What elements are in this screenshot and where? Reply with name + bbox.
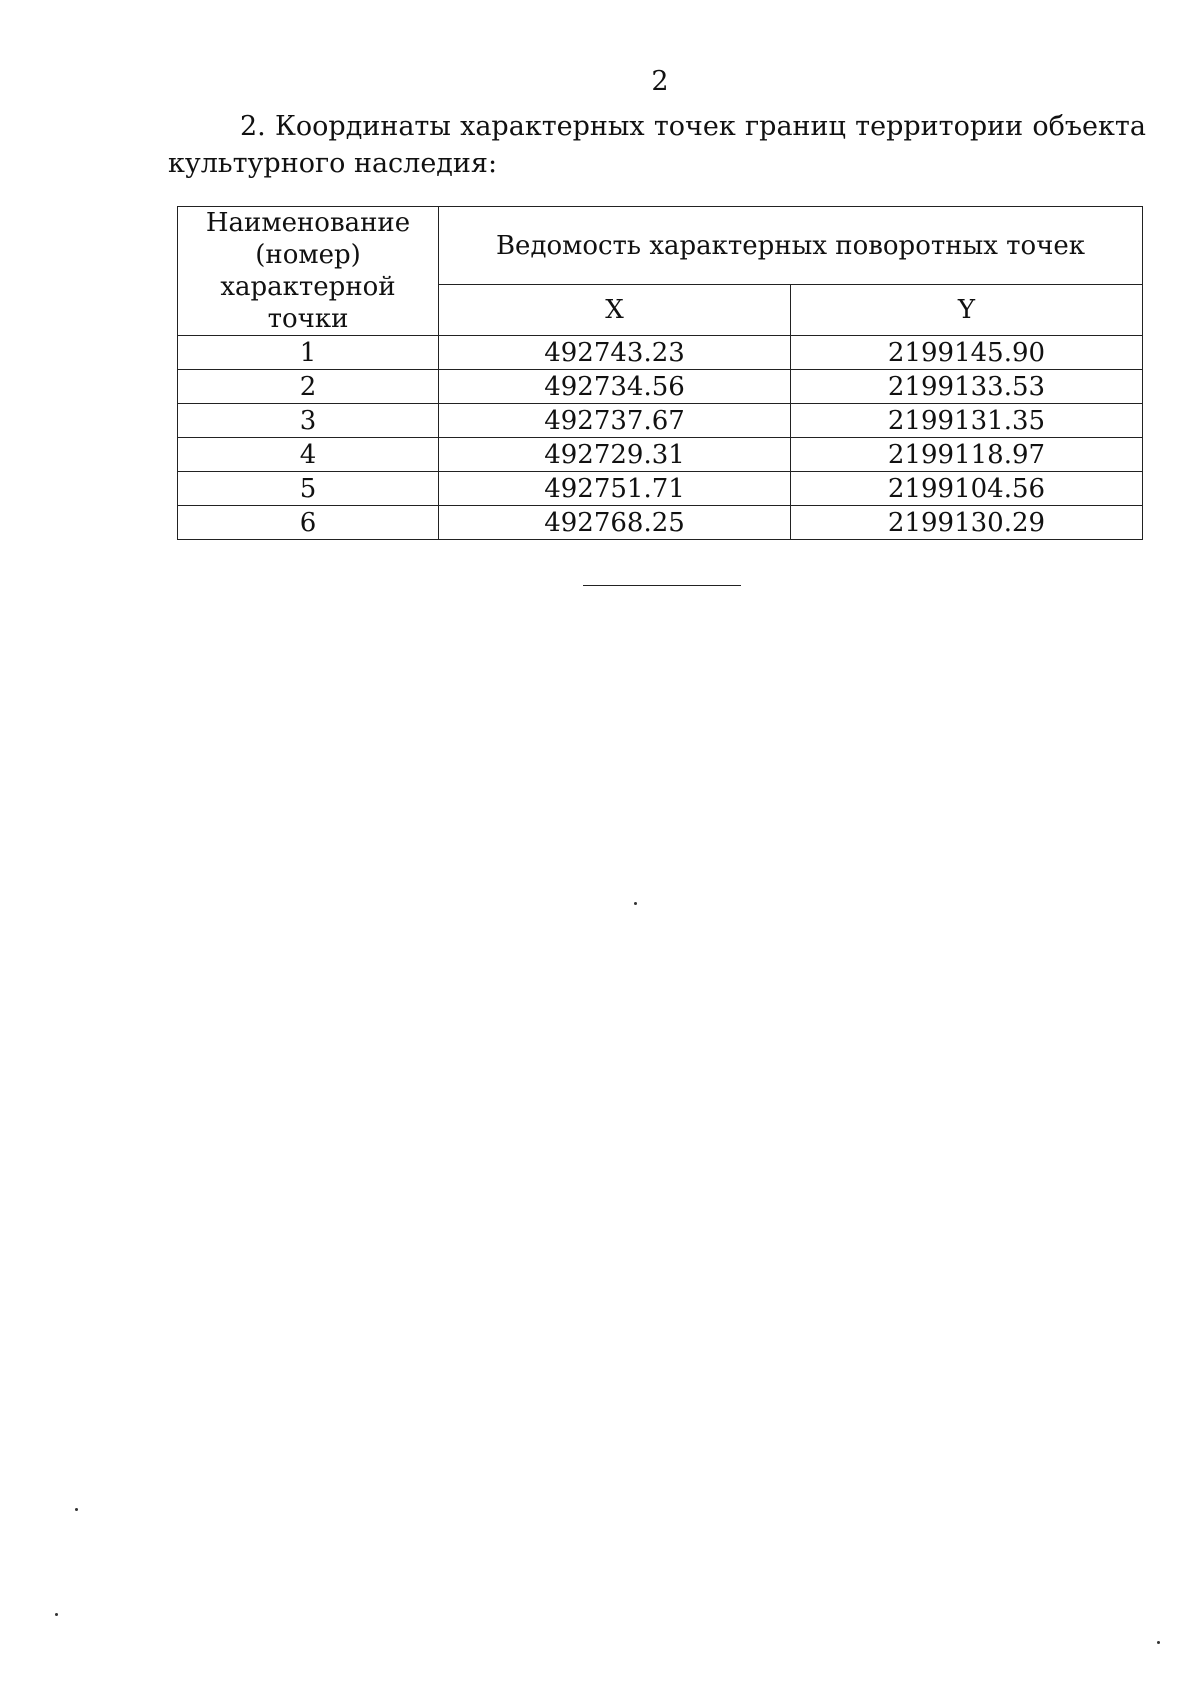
cell-y: 2199133.53 [791,370,1143,404]
table-row [178,370,1143,404]
cell-point-number: 3 [178,404,439,438]
page-number: 2 [651,66,669,97]
cell-point-number: 4 [178,438,439,472]
closing-divider-line [583,585,741,586]
cell-y: 2199131.35 [791,404,1143,438]
paragraph-word: Координаты [275,111,451,142]
paragraph-word: территории [855,111,1024,142]
paragraph-word: характерных [460,111,645,142]
paragraph-word: 2. [240,111,266,142]
header-y: Y [791,285,1143,336]
cell-x: 492743.23 [439,336,791,370]
cell-x: 492734.56 [439,370,791,404]
cell-point-number: 5 [178,472,439,506]
cell-x: 492729.31 [439,438,791,472]
cell-y: 2199145.90 [791,336,1143,370]
header-points-list: Ведомость характерных поворотных точек [439,207,1143,285]
header-x: X [439,285,791,336]
paragraph-line-1 [240,111,1146,142]
scan-speck [634,902,637,905]
cell-x: 492737.67 [439,404,791,438]
scan-speck [75,1508,78,1511]
table-row [178,438,1143,472]
paragraph-word: точек [653,111,736,142]
scan-speck [55,1613,58,1616]
scan-speck [1157,1641,1160,1644]
table-row [178,506,1143,540]
table-row [178,336,1143,370]
cell-y: 2199104.56 [791,472,1143,506]
cell-x: 492751.71 [439,472,791,506]
cell-point-number: 6 [178,506,439,540]
table-row [178,472,1143,506]
cell-y: 2199118.97 [791,438,1143,472]
table-row [178,404,1143,438]
cell-point-number: 2 [178,370,439,404]
cell-x: 492768.25 [439,506,791,540]
paragraph-word: границ [745,111,846,142]
coordinates-table [177,206,1143,540]
header-point-name: Наименование (номер) характерной точки [178,207,439,336]
cell-y: 2199130.29 [791,506,1143,540]
cell-point-number: 1 [178,336,439,370]
paragraph-word: объекта [1032,111,1146,142]
paragraph-line-2: культурного наследия: [168,148,498,179]
